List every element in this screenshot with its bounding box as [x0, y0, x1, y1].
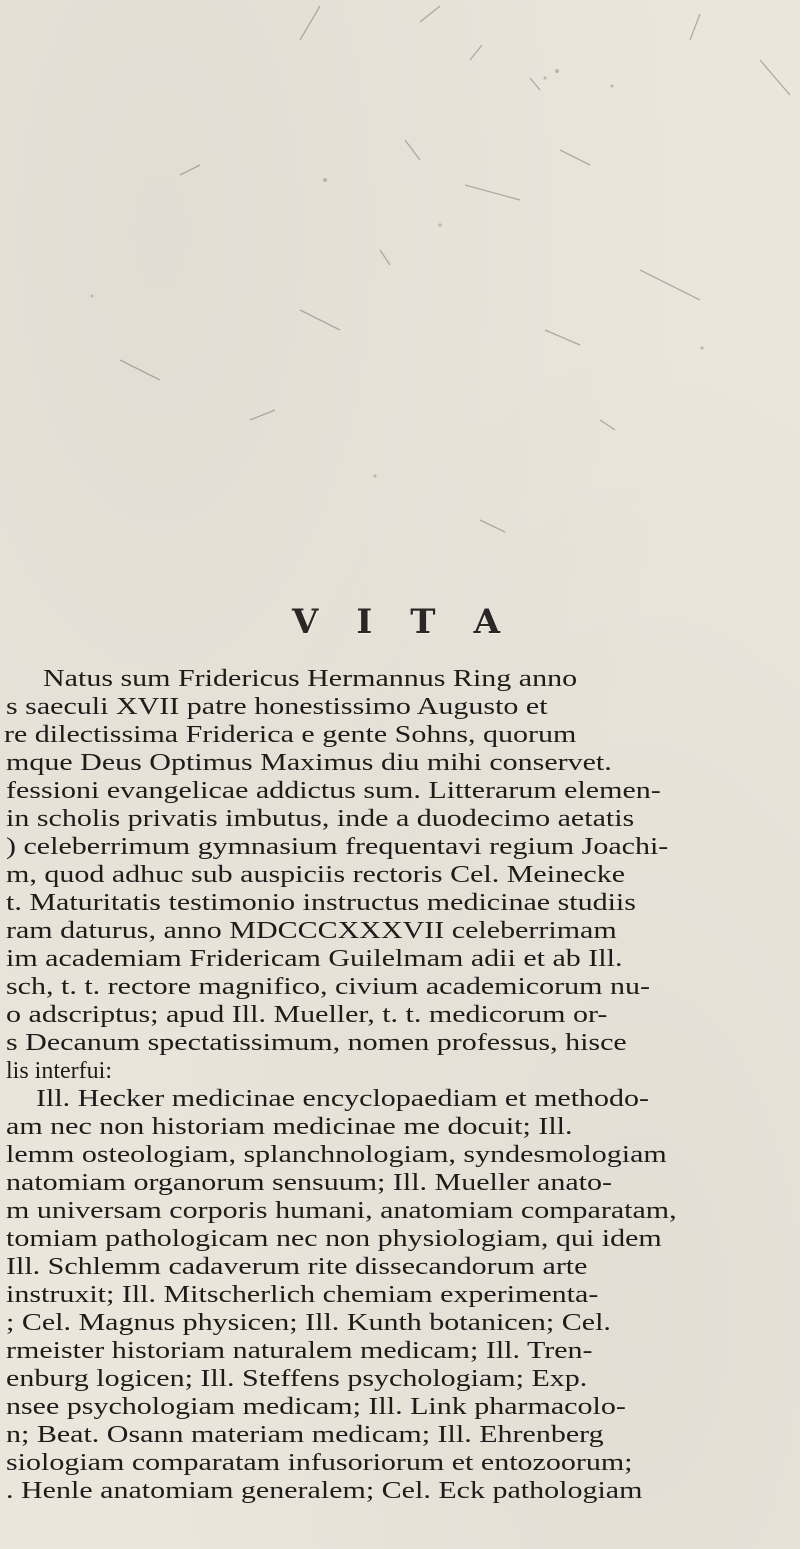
bleed-through-artifact	[0, 0, 800, 560]
text-line-14: s Decanum spectatissimum, nomen professus, hisce	[6, 1030, 627, 1056]
text-line-16: Ill. Hecker medicinae encyclopaediam et methodo-	[36, 1086, 650, 1112]
text-line-3: re dilectissima Friderica e gente Sohns, quorum	[4, 722, 577, 748]
heading-letter-3: T	[410, 602, 438, 642]
text-line-19: natomiam organorum sensuum; Ill. Mueller anato-	[6, 1170, 612, 1196]
text-line-21: tomiam pathologicam nec non physiologiam, qui idem	[6, 1226, 662, 1252]
text-line-7: ) celeberrimum gymnasium frequentavi regium Joachi-	[6, 834, 669, 860]
text-line-15: lis interfui:	[6, 1058, 112, 1084]
text-line-27: nsee psychologiam medicam; Ill. Link pharmacolo-	[6, 1394, 626, 1420]
heading-letter-4: A	[473, 602, 502, 642]
text-line-20: m universam corporis humani, anatomiam comparatam,	[6, 1198, 677, 1224]
text-line-2: s saeculi XVII patre honestissimo Augusto et	[6, 694, 548, 720]
text-line-22: Ill. Schlemm cadaverum rite dissecandorum arte	[6, 1254, 588, 1280]
text-line-26: enburg logicen; Ill. Steffens psychologiam; Exp.	[6, 1366, 588, 1392]
text-line-12: sch, t. t. rectore magnifico, civium academicorum nu-	[6, 974, 650, 1000]
text-line-10: ram daturus, anno MDCCCXXXVII celeberrimam	[6, 918, 617, 944]
text-line-24: ; Cel. Magnus physicen; Ill. Kunth botanicen; Cel.	[6, 1310, 611, 1336]
heading-letter-2: I	[356, 602, 375, 642]
text-line-6: in scholis privatis imbutus, inde a duodecimo aetatis	[6, 806, 635, 832]
text-line-13: o adscriptus; apud Ill. Mueller, t. t. medicorum or-	[6, 1002, 608, 1028]
text-line-18: lemm osteologiam, splanchnologiam, syndesmologiam	[6, 1142, 667, 1168]
text-line-28: n; Beat. Osann materiam medicam; Ill. Ehrenberg	[6, 1422, 604, 1448]
text-line-17: am nec non historiam medicinae me docuit; Ill.	[6, 1114, 573, 1140]
text-line-11: im academiam Fridericam Guilelmam adii et ab Ill.	[6, 946, 623, 972]
text-line-25: rmeister historiam naturalem medicam; Ill. Tren-	[6, 1338, 593, 1364]
text-line-1: Natus sum Fridericus Hermannus Ring anno	[43, 666, 578, 692]
heading-letter-1: V	[292, 602, 321, 642]
text-line-9: t. Maturitatis testimonio instructus medicinae studiis	[6, 890, 636, 916]
text-line-5: fessioni evangelicae addictus sum. Litterarum elemen-	[6, 778, 661, 804]
text-line-4: mque Deus Optimus Maximus diu mihi conservet.	[6, 750, 612, 776]
text-line-8: m, quod adhuc sub auspiciis rectoris Cel. Meinecke	[6, 862, 626, 888]
text-line-29: siologiam comparatam infusoriorum et entozoorum;	[6, 1450, 633, 1476]
text-line-23: instruxit; Ill. Mitscherlich chemiam experimenta-	[6, 1282, 599, 1308]
text-line-30: . Henle anatomiam generalem; Cel. Eck pathologiam	[6, 1478, 643, 1504]
vita-heading	[292, 598, 502, 646]
